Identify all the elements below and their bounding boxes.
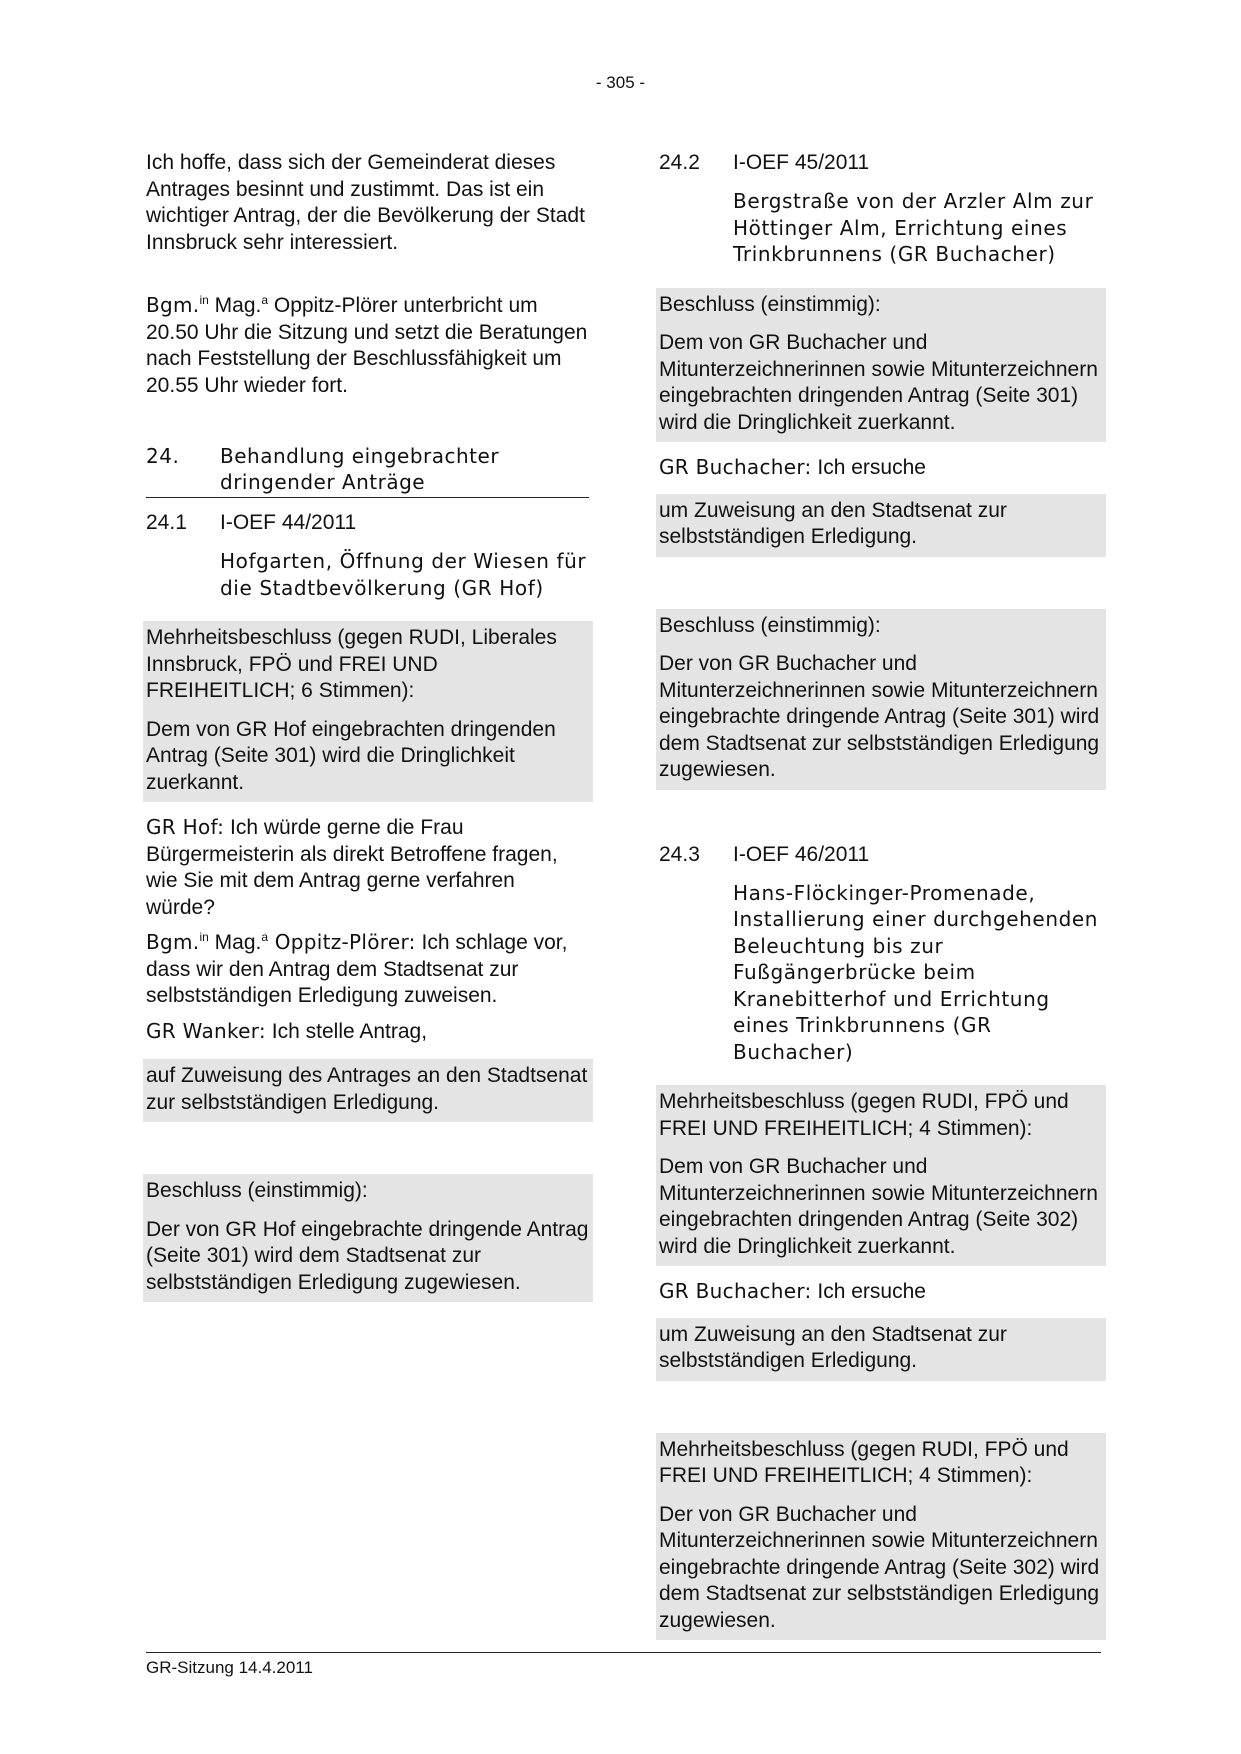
mayor-text: Ich schlage vor, dass wir den Antrag dem Stadtsenat zur selbstständigen Erledigung zuweisen. <box>146 931 568 1007</box>
bgm-abbrev: Bgm. <box>146 293 200 317</box>
mayor-statement <box>146 929 589 1010</box>
item-code: I-OEF 45/2011 <box>733 151 870 174</box>
item-subject: Hans-Flöckinger-Promenade, Installierung einer durchgehenden Beleuchtung bis zur Fußgängerbrücke beim Kranebitterhof und Errichtung eines Trinkbrunnens (GR Buchacher) <box>733 880 1099 1064</box>
resolution-text: Dem von GR Buchacher und Mitunterzeichnerinnen sowie Mitunterzeichnern eingebrachten dringenden Antrag (Seite 301) wird die Dringlichkeit zuerkannt. <box>659 331 1098 434</box>
section-heading <box>146 443 589 498</box>
speaker-name: GR Buchacher: <box>659 455 812 479</box>
speaker-text: Ich ersuche <box>811 456 926 479</box>
mag-sup: a <box>261 293 269 307</box>
bgm-sup: in <box>199 293 209 307</box>
resolution-block-2 <box>656 1433 1106 1641</box>
resolution-block <box>656 1085 1106 1266</box>
section-number: 24. <box>146 444 180 468</box>
left-column <box>146 150 589 1302</box>
mayor-mag-sup: a <box>261 930 269 944</box>
resolution-label: Mehrheitsbeschluss (gegen RUDI, FPÖ und FREI UND FREIHEITLICH; 4 Stimmen): <box>659 1090 1069 1140</box>
speaker-text: Ich würde gerne die Frau Bürgermeisterin als direkt Betroffene fragen, wie Sie mit dem Antrag gerne verfahren würde? <box>146 816 558 919</box>
item-subject: Hofgarten, Öffnung der Wiesen für die Stadtbevölkerung (GR Hof) <box>220 549 587 600</box>
mayor-mag: Mag. <box>208 931 262 954</box>
item-24-1-header <box>146 510 589 536</box>
motion-text: auf Zuweisung des Antrages an den Stadtsenat zur selbstständigen Erledigung. <box>146 1064 588 1114</box>
intro-paragraph: Ich hoffe, dass sich der Gemeinderat dieses Antrages besinnt und zustimmt. Das ist ein wichtiger Antrag, der die Bevölkerung der Stadt Innsbruck sehr interessiert. <box>146 151 585 254</box>
resolution-label: Beschluss (einstimmig): <box>146 1179 368 1202</box>
resolution-block-2 <box>656 609 1106 790</box>
wanker-statement <box>146 1018 589 1046</box>
wanker-name: GR Wanker: <box>146 1018 266 1043</box>
item-number: 24.3 <box>659 842 700 866</box>
mayor-bgm-sup: in <box>199 930 209 944</box>
mag-abbrev: Mag. <box>208 294 262 317</box>
footer-text: GR-Sitzung 14.4.2011 <box>146 1658 313 1677</box>
item-24-3-header <box>659 842 1102 868</box>
footer-rule <box>146 1652 1101 1653</box>
resolution-label: Mehrheitsbeschluss (gegen RUDI, Liberales Innsbruck, FPÖ und FREI UND FREIHEITLICH; 6 Stimmen): <box>146 626 557 702</box>
item-code: I-OEF 46/2011 <box>733 842 870 866</box>
wanker-text: Ich stelle Antrag, <box>265 1019 428 1043</box>
section-title: Behandlung eingebrachter dringender Anträge <box>220 444 500 494</box>
interrupt-paragraph <box>146 292 589 399</box>
item-24-2-header <box>659 150 1102 176</box>
interrupt-text: Oppitz-Plörer unterbricht um 20.50 Uhr die Sitzung und setzt die Beratungen nach Feststellung der Beschlussfähigkeit um 20.55 Uhr wieder fort. <box>146 294 588 397</box>
motion-text: um Zuweisung an den Stadtsenat zur selbstständigen Erledigung. <box>659 498 1007 548</box>
right-column <box>659 150 1102 1640</box>
motion-block <box>143 1059 593 1122</box>
resolution-label: Mehrheitsbeschluss (gegen RUDI, FPÖ und FREI UND FREIHEITLICH; 4 Stimmen): <box>659 1437 1069 1487</box>
motion-block <box>656 1318 1106 1381</box>
resolution-block-2 <box>143 1174 593 1302</box>
resolution-text: Der von GR Buchacher und Mitunterzeichnerinnen sowie Mitunterzeichnern eingebrachte dringende Antrag (Seite 302) wird dem Stadtsenat zur selbstständigen Erledigung zugewiesen. <box>659 1502 1100 1632</box>
resolution-block <box>656 288 1106 443</box>
resolution-label: Beschluss (einstimmig): <box>659 292 881 316</box>
resolution-text: Der von GR Hof eingebrachte dringende Antrag (Seite 301) wird dem Stadtsenat zur selbstständigen Erledigung zugewiesen. <box>146 1217 589 1294</box>
item-code: I-OEF 44/2011 <box>220 511 357 534</box>
speaker-name: GR Hof: <box>146 815 225 839</box>
resolution-block <box>143 621 593 802</box>
item-number: 24.2 <box>659 151 700 174</box>
speaker-statement <box>659 1278 1102 1306</box>
speaker-text: Ich ersuche <box>811 1280 926 1303</box>
speaker-statement <box>659 454 1102 482</box>
item-number: 24.1 <box>146 511 187 534</box>
resolution-text: Dem von GR Hof eingebrachten dringenden Antrag (Seite 301) wird die Dringlichkeit zuerkannt. <box>146 717 556 794</box>
speaker-statement <box>146 814 589 921</box>
resolution-text: Dem von GR Buchacher und Mitunterzeichnerinnen sowie Mitunterzeichnern eingebrachten dringenden Antrag (Seite 302) wird die Dringlichkeit zuerkannt. <box>659 1155 1098 1258</box>
motion-block <box>656 494 1106 557</box>
mayor-name: Oppitz-Plörer: <box>268 930 416 954</box>
speaker-name: GR Buchacher: <box>659 1279 812 1303</box>
resolution-text: Der von GR Buchacher und Mitunterzeichnerinnen sowie Mitunterzeichnern eingebrachte dringende Antrag (Seite 301) wird dem Stadtsenat zur selbstständigen Erledigung zugewiesen. <box>659 652 1100 781</box>
motion-text: um Zuweisung an den Stadtsenat zur selbstständigen Erledigung. <box>659 1322 1007 1372</box>
resolution-label: Beschluss (einstimmig): <box>659 613 881 637</box>
page-number: - 305 - <box>595 73 646 92</box>
mayor-bgm: Bgm. <box>146 930 200 954</box>
item-subject: Bergstraße von der Arzler Alm zur Höttinger Alm, Errichtung eines Trinkbrunnens (GR Buchacher) <box>733 189 1094 266</box>
